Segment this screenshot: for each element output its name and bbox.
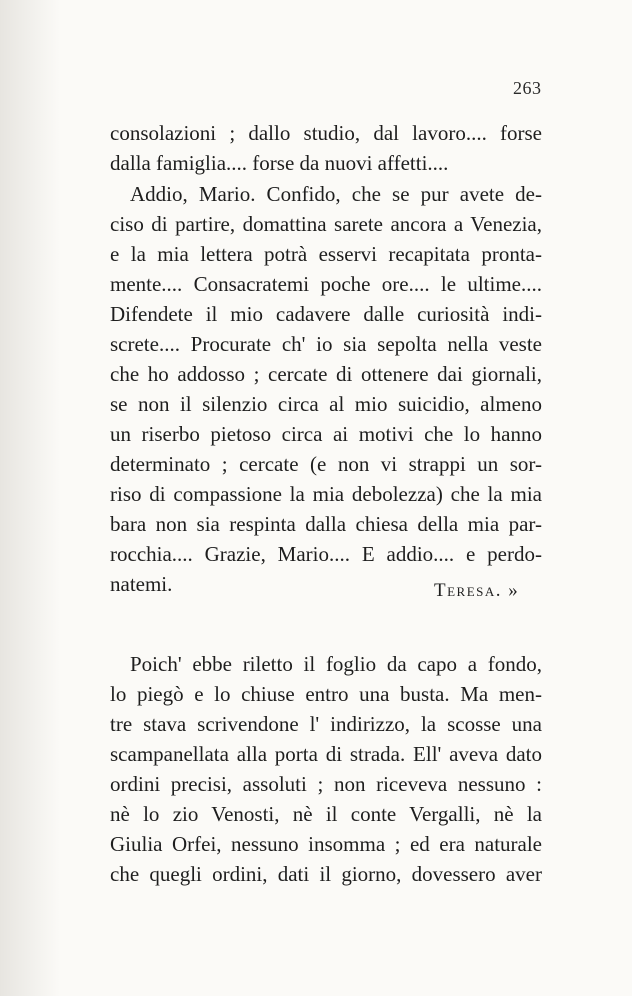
text-line: Difendete il mio cadavere dalle curiosità indi-: [110, 302, 542, 326]
text-line: lo piegò e lo chiuse entro una busta. Ma men-: [110, 682, 542, 706]
text-line: che quegli ordini, dati il giorno, dovessero aver: [110, 862, 542, 886]
text-line: Giulia Orfei, nessuno insomma ; ed era naturale: [110, 832, 542, 856]
text-line: scampanellata alla porta di strada. Ell' aveva dato: [110, 742, 542, 766]
page-number: 263: [513, 78, 542, 98]
text-line: dalla famiglia.... forse da nuovi affetti....: [110, 151, 449, 175]
text-line: bara non sia respinta dalla chiesa della mia par-: [110, 512, 542, 536]
text-line: rocchia.... Grazie, Mario.... E addio.... e perdo-: [110, 542, 542, 566]
text-line: mente.... Consacratemi poche ore.... le ultime....: [110, 272, 542, 296]
text-line: Poich' ebbe riletto il foglio da capo a fondo,: [130, 652, 542, 676]
text-line: se non il silenzio circa al mio suicidio, almeno: [110, 392, 542, 416]
text-line: nè lo zio Venosti, nè il conte Vergalli, nè la: [110, 802, 542, 826]
text-line: e la mia lettera potrà esservi recapitata pronta-: [110, 242, 542, 266]
text-line: screte.... Procurate ch' io sia sepolta nella veste: [110, 332, 542, 356]
text-line: riso di compassione la mia debolezza) che la mia: [110, 482, 542, 506]
text-line: consolazioni ; dallo studio, dal lavoro.... forse: [110, 121, 542, 145]
text-line: tre stava scrivendone l' indirizzo, la scosse una: [110, 712, 542, 736]
text-line: natemi.: [110, 572, 173, 596]
text-line: ordini precisi, assoluti ; non riceveva nessuno :: [110, 772, 542, 796]
letter-signature: Teresa. »: [434, 580, 520, 601]
text-line: un riserbo pietoso circa ai motivi che lo hanno: [110, 422, 542, 446]
text-line: determinato ; cercate (e non vi strappi un sor-: [110, 452, 542, 476]
text-line: che ho addosso ; cercate di ottenere dai giornali,: [110, 362, 542, 386]
text-line: Addio, Mario. Confido, che se pur avete de-: [130, 182, 542, 206]
text-line: ciso di partire, domattina sarete ancora a Venezia,: [110, 212, 542, 236]
